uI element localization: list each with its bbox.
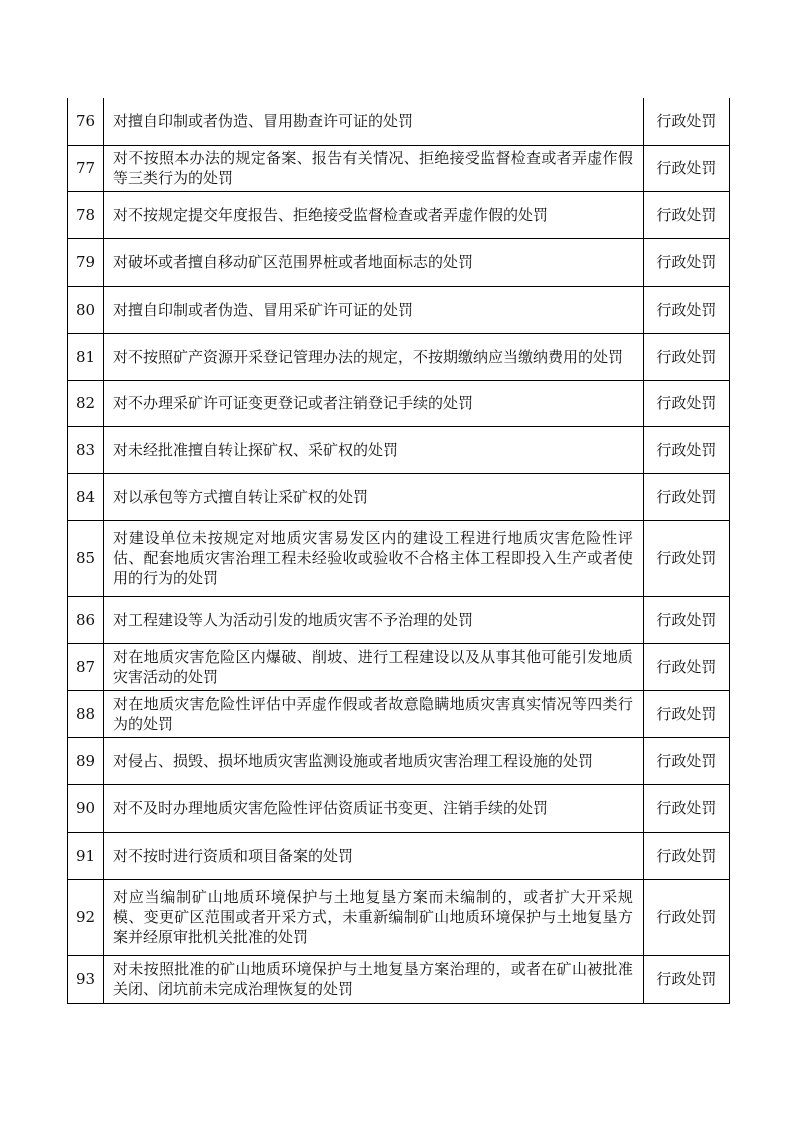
- row-description: 对破坏或者擅自移动矿区范围界桩或者地面标志的处罚: [104, 238, 644, 286]
- table-row: [68, 426, 730, 473]
- row-number: 82: [68, 380, 104, 426]
- row-description: 对擅自印制或者伪造、冒用采矿许可证的处罚: [104, 286, 644, 333]
- table-row: [68, 380, 730, 426]
- row-description: 对建设单位未按规定对地质灾害易发区内的建设工程进行地质灾害危险性评估、配套地质灾害治理工程未经验收或验收不合格主体工程即投入生产或者使用的行为的处罚: [104, 520, 644, 596]
- table-row: [68, 145, 730, 191]
- row-type: 行政处罚: [643, 238, 729, 286]
- row-description: 对在地质灾害危险区内爆破、削坡、进行工程建设以及从事其他可能引发地质灾害活动的处罚: [104, 643, 644, 690]
- table-row: [68, 520, 730, 596]
- row-description: 对不及时办理地质灾害危险性评估资质证书变更、注销手续的处罚: [104, 784, 644, 832]
- row-type: 行政处罚: [643, 191, 729, 238]
- row-type: 行政处罚: [643, 784, 729, 832]
- row-number: 78: [68, 191, 104, 238]
- table-row: [68, 238, 730, 286]
- row-number: 91: [68, 832, 104, 879]
- row-description: 对擅自印制或者伪造、冒用勘查许可证的处罚: [104, 98, 644, 145]
- row-number: 76: [68, 98, 104, 145]
- row-type: 行政处罚: [643, 98, 729, 145]
- table-row: [68, 955, 730, 1003]
- row-type: 行政处罚: [643, 737, 729, 784]
- table-row: [68, 690, 730, 737]
- row-type: 行政处罚: [643, 473, 729, 520]
- table-row: [68, 832, 730, 879]
- row-number: 86: [68, 596, 104, 643]
- penalty-table: [67, 98, 730, 1004]
- row-type: 行政处罚: [643, 690, 729, 737]
- row-number: 93: [68, 955, 104, 1003]
- row-description: 对侵占、损毁、损坏地质灾害监测设施或者地质灾害治理工程设施的处罚: [104, 737, 644, 784]
- row-number: 85: [68, 520, 104, 596]
- row-type: 行政处罚: [643, 333, 729, 380]
- row-number: 80: [68, 286, 104, 333]
- row-type: 行政处罚: [643, 832, 729, 879]
- row-type: 行政处罚: [643, 643, 729, 690]
- row-type: 行政处罚: [643, 520, 729, 596]
- row-type: 行政处罚: [643, 955, 729, 1003]
- row-type: 行政处罚: [643, 596, 729, 643]
- row-number: 89: [68, 737, 104, 784]
- row-number: 90: [68, 784, 104, 832]
- row-number: 87: [68, 643, 104, 690]
- row-description: 对不按照本办法的规定备案、报告有关情况、拒绝接受监督检查或者弄虚作假等三类行为的处罚: [104, 145, 644, 191]
- row-description: 对不按时进行资质和项目备案的处罚: [104, 832, 644, 879]
- table-row: [68, 596, 730, 643]
- row-description: 对工程建设等人为活动引发的地质灾害不予治理的处罚: [104, 596, 644, 643]
- table-row: [68, 286, 730, 333]
- table-row: [68, 784, 730, 832]
- table-body: [68, 98, 730, 1003]
- row-type: 行政处罚: [643, 286, 729, 333]
- row-number: 88: [68, 690, 104, 737]
- row-description: 对未按照批准的矿山地质环境保护与土地复垦方案治理的，或者在矿山被批准关闭、闭坑前未完成治理恢复的处罚: [104, 955, 644, 1003]
- row-description: 对不按照矿产资源开采登记管理办法的规定，不按期缴纳应当缴纳费用的处罚: [104, 333, 644, 380]
- row-description: 对不办理采矿许可证变更登记或者注销登记手续的处罚: [104, 380, 644, 426]
- row-description: 对以承包等方式擅自转让采矿权的处罚: [104, 473, 644, 520]
- table-row: [68, 473, 730, 520]
- row-type: 行政处罚: [643, 145, 729, 191]
- table-row: [68, 333, 730, 380]
- table-row: [68, 737, 730, 784]
- table-row: [68, 191, 730, 238]
- row-number: 83: [68, 426, 104, 473]
- row-type: 行政处罚: [643, 426, 729, 473]
- row-description: 对不按规定提交年度报告、拒绝接受监督检查或者弄虚作假的处罚: [104, 191, 644, 238]
- row-description: 对在地质灾害危险性评估中弄虚作假或者故意隐瞒地质灾害真实情况等四类行为的处罚: [104, 690, 644, 737]
- row-number: 81: [68, 333, 104, 380]
- table-row: [68, 643, 730, 690]
- row-number: 92: [68, 879, 104, 955]
- row-number: 84: [68, 473, 104, 520]
- table-row: [68, 879, 730, 955]
- row-type: 行政处罚: [643, 380, 729, 426]
- row-description: 对应当编制矿山地质环境保护与土地复垦方案而未编制的，或者扩大开采规模、变更矿区范围或者开采方式，未重新编制矿山地质环境保护与土地复垦方案并经原审批机关批准的处罚: [104, 879, 644, 955]
- row-description: 对未经批准擅自转让探矿权、采矿权的处罚: [104, 426, 644, 473]
- row-number: 79: [68, 238, 104, 286]
- row-number: 77: [68, 145, 104, 191]
- row-type: 行政处罚: [643, 879, 729, 955]
- table-row: [68, 98, 730, 145]
